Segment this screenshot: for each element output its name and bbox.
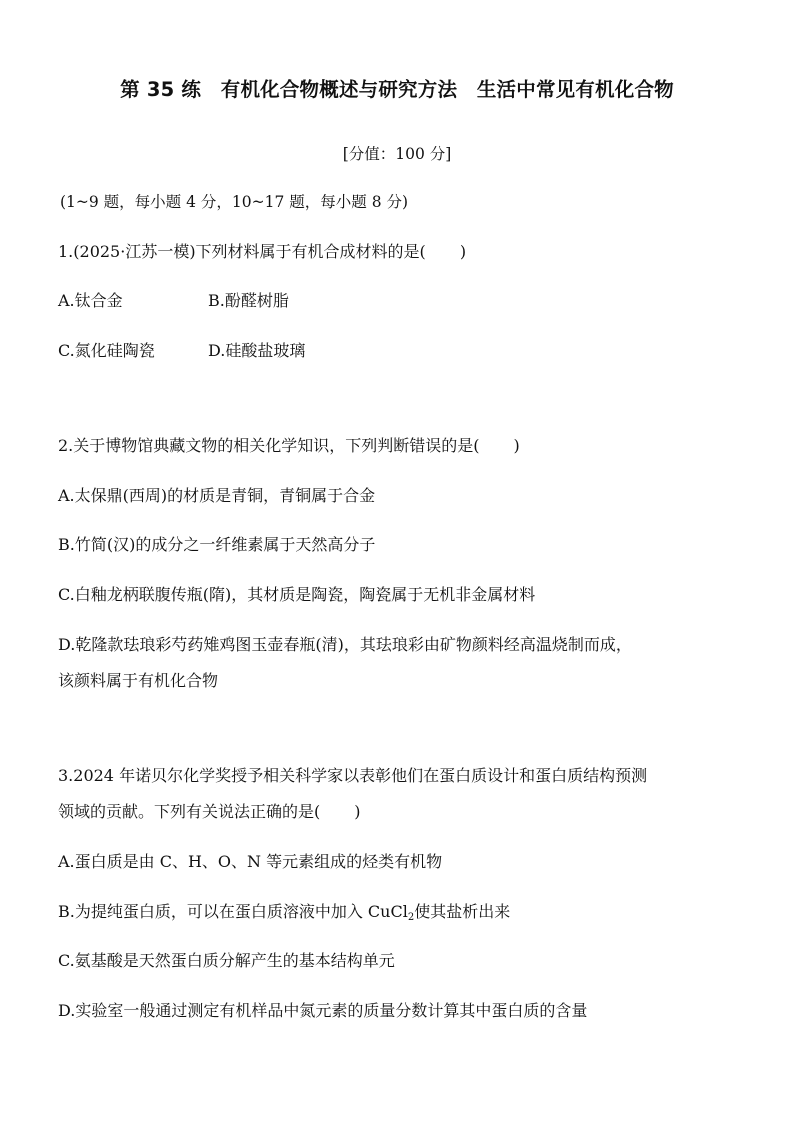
score-info: [分值：100 分] bbox=[342, 145, 452, 163]
question-2-option-a: A.太保鼎(西周)的材质是青铜，青铜属于合金 bbox=[58, 486, 376, 505]
question-3-option-d: D.实验室一般通过测定有机样品中氮元素的质量分数计算其中蛋白质的含量 bbox=[58, 1001, 588, 1020]
question-1-options-cd bbox=[58, 341, 305, 361]
question-3-option-b bbox=[58, 902, 510, 922]
question-1-stem bbox=[58, 242, 466, 262]
question-2-option-d-line2: 该颜料属于有机化合物 bbox=[58, 671, 219, 690]
question-1-options-ab bbox=[58, 291, 289, 311]
question-2-stem-close: ) bbox=[513, 436, 520, 455]
question-3-stem-line1: 3.2024 年诺贝尔化学奖授予相关科学家以表彰他们在蛋白质设计和蛋白质结构预测 bbox=[58, 766, 648, 785]
question-1-stem-close: ) bbox=[459, 242, 467, 261]
question-3-option-b-text-end: 使其盐析出来 bbox=[414, 902, 511, 921]
instructions: (1~9 题，每小题 4 分，10~17 题，每小题 8 分) bbox=[60, 193, 409, 211]
question-1-option-a: A.钛合金 bbox=[58, 291, 123, 310]
question-2-stem bbox=[58, 436, 520, 456]
question-2-option-c: C.白釉龙柄联腹传瓶(隋)，其材质是陶瓷，陶瓷属于无机非金属材料 bbox=[58, 585, 536, 604]
question-3-option-a: A.蛋白质是由 C、H、O、N 等元素组成的烃类有机物 bbox=[58, 852, 443, 871]
question-3-option-b-text: B.为提纯蛋白质，可以在蛋白质溶液中加入 CuCl bbox=[58, 902, 408, 921]
question-1-option-b: B.酚醛树脂 bbox=[208, 291, 289, 310]
question-3-option-c: C.氨基酸是天然蛋白质分解产生的基本结构单元 bbox=[58, 951, 395, 970]
question-3-stem-line2 bbox=[58, 802, 361, 822]
question-3-stem-close: ) bbox=[354, 802, 361, 821]
question-1-stem-text: 1.(2025·江苏一模)下列材料属于有机合成材料的是( bbox=[58, 242, 426, 261]
question-2-option-d-line1: D.乾隆款珐琅彩芍药雉鸡图玉壶春瓶(清)，其珐琅彩由矿物颜料经高温烧制而成， bbox=[58, 635, 632, 654]
question-3-stem-text: 领域的贡献。下列有关说法正确的是( bbox=[58, 802, 321, 821]
subscript: 2 bbox=[407, 912, 415, 923]
question-2-stem-text: 2.关于博物馆典藏文物的相关化学知识，下列判断错误的是( bbox=[58, 436, 480, 455]
question-1-option-d: D.硅酸盐玻璃 bbox=[208, 341, 306, 360]
question-1-option-c: C.氮化硅陶瓷 bbox=[58, 341, 155, 360]
question-2-option-b: B.竹简(汉)的成分之一纤维素属于天然高分子 bbox=[58, 535, 376, 554]
page-title: 第 35 练 有机化合物概述与研究方法 生活中常见有机化合物 bbox=[120, 78, 674, 101]
